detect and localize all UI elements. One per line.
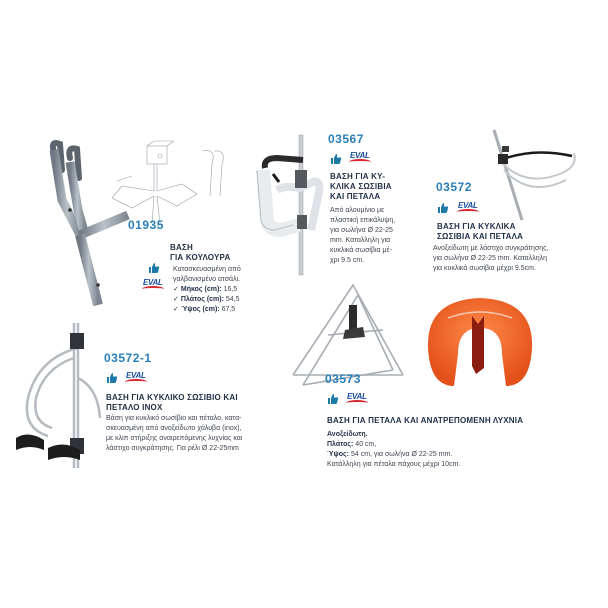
- product-code: 03572: [436, 180, 472, 194]
- thumbs-up-icon: [148, 262, 160, 274]
- thumbs-up-icon: [330, 153, 342, 165]
- thumbs-up-icon: [327, 393, 339, 405]
- check-icon: ✓: [173, 306, 179, 313]
- check-icon: ✓: [173, 296, 179, 303]
- spec-row: Ύψος: 54 cm, για σωλήνα Ø 22-25 mm.: [327, 451, 453, 458]
- product-title: ΒΑΣΗ ΓΙΑ ΚΟΥΛΟΥΡΑ: [170, 243, 231, 262]
- product-code: 03567: [328, 132, 364, 146]
- product-title: ΒΑΣΗ ΓΙΑ ΚΥ- ΚΛΙΚΑ ΣΩΣΙΒΙΑ ΚΑΙ ΠΕΤΑΛΑ: [330, 172, 392, 201]
- product-image-03572: [482, 128, 582, 223]
- product-code: 03572-1: [104, 351, 152, 365]
- eval-logo: EVAL: [349, 151, 371, 164]
- eval-logo: EVAL: [346, 392, 368, 405]
- product-code: 03573: [325, 372, 361, 386]
- spec-row: Πλάτος: 40 cm,: [327, 441, 377, 448]
- product-description: Ανοξείδωτη. Πλάτος: 40 cm, Ύψος: 54 cm, για σωλήνα Ø 22-25 mm. Κατάλληλη για πέταλα πάχους μέχρι 10cm.: [327, 430, 587, 470]
- product-title: ΒΑΣΗ ΓΙΑ ΚΥΚΛΙΚΟ ΣΩΣΙΒΙΟ ΚΑΙ ΠΕΤΑΛΟ INOX: [106, 393, 238, 412]
- spec-row: ✓ Μήκος (cm): 16,5: [173, 286, 238, 293]
- product-image-03567: [255, 130, 330, 280]
- check-icon: ✓: [173, 286, 179, 293]
- eval-logo: EVAL: [125, 371, 147, 384]
- product-description: Βάση για κυκλικό σωσίβιο και πέταλο, κατα- σκευασμένη από ανοξείδωτο χάλυβα (inox), με κλιπ στήριξης αναιρεπόμενης λυχνίας και λάστιχο συγκράτησης. Για ρέλι Ø 22-25mm: [106, 415, 243, 452]
- product-title: ΒΑΣΗ ΓΙΑ ΚΥΚΛΙΚΑ ΣΩΣΙΒΙΑ ΚΑΙ ΠΕΤΑΛΑ: [437, 222, 524, 241]
- technical-drawing-01935: [102, 136, 227, 231]
- thumbs-up-icon: [437, 202, 449, 214]
- eval-logo: EVAL: [457, 201, 479, 214]
- spec-row: ✓ Πλάτος (cm): 54,5: [173, 296, 240, 303]
- product-description: Από αλουμίνιο με πλαστική επικάλυψη, για σωλήνα Ø 22-25 mm. Καταλληλη για κυκλικά σωσίβια μέ- χρι 9.5 cm.: [330, 207, 396, 264]
- spec-row: ✓ Ύψος (cm): 67,5: [173, 306, 236, 313]
- product-description: Κατασκευασμένη από γαλβανισμένο ατσάλι. ✓ Μήκος (cm): 16,5 ✓ Πλάτος (cm): 54,5 ✓ Ύψος (cm): 67,5: [173, 265, 273, 315]
- product-image-03572-1: [8, 318, 108, 478]
- eval-logo: EVAL: [142, 278, 164, 291]
- horseshoe-buoy-image: [418, 288, 543, 393]
- product-code: 01935: [128, 218, 164, 232]
- product-title: ΒΑΣΗ ΓΙΑ ΠΕΤΑΛΑ ΚΑΙ ΑΝΑΤΡΕΠΟΜΕΝΗ ΛΥΧΝΙΑ: [327, 416, 524, 425]
- product-description: Ανοξείδωτη με λάστιχο συγκράτησης, για σωλήνα Ø 22-25 mm. Καταλληλη για κυκλικά σωσίβια μέχρι 9.5cm.: [433, 245, 549, 272]
- thumbs-up-icon: [106, 372, 118, 384]
